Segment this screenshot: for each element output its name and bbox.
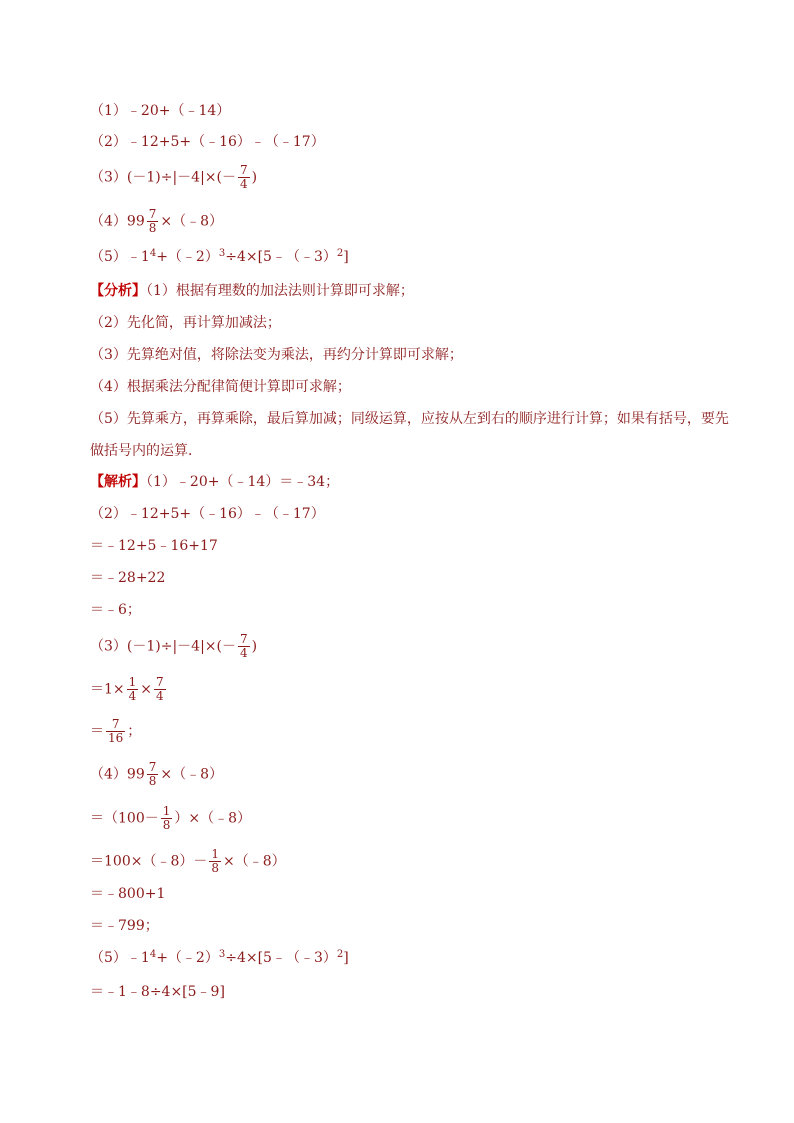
problem-1: （1）﹣20+（﹣14） [90,103,231,119]
analysis-line-1: 【分析】（1）根据有理数的加法法则计算即可求解； [90,283,414,299]
problem-3: （3）(－1)÷|－4|×(－ $\frac{7}{4}$ ) [90,163,258,191]
solution-3-step-1: ＝1× $\frac{1}{4}$ × $\frac{7}{4}$ [90,675,164,703]
fraction: $\frac{7}{4}$ [240,632,248,660]
analysis-line-2: （2）先化简，再计算加减法； [90,315,281,331]
fraction: $\frac{1}{8}$ [211,847,219,875]
fraction: $\frac{7}{16}$ [108,717,124,745]
problem-2: （2）﹣12+5+（﹣16）﹣（﹣17） [90,134,325,150]
solution-2-step-1: ＝﹣12+5﹣16+17 [90,538,218,554]
fraction: $\frac{1}{4}$ [128,675,137,703]
problem-5: $(5)﹣1^4+(﹣2)^3\div 4\times[5﹣(﹣3)^2]$ [90,248,349,265]
solution-3-step-2: ＝ $\frac{7}{16}$ ； [90,717,142,745]
solution-5-problem: $(5)﹣1^4+(﹣2)^3\div 4\times[5﹣(﹣3)^2]$ [90,949,349,966]
solution-4-step-1: ＝（100－ $\frac{1}{8}$ ）×（﹣8） [90,804,252,832]
analysis-line-5: （5）先算乘方，再算乘除，最后算加减；同级运算，应按从左到右的顺序进行计算；如果有括号，要先 [90,411,729,427]
solution-line-1: 【解析】（1）﹣20+（﹣14）＝﹣34； [90,474,340,490]
solution-4-problem: （4）99 $\frac{7}{8}$ ×（﹣8） [90,760,224,788]
solution-2-step-3: ＝﹣6； [90,602,141,618]
fraction: $\frac{7}{4}$ [240,163,248,191]
fraction: $\frac{7}{4}$ [156,675,164,703]
solution-4-step-4: ＝﹣799； [90,918,159,934]
analysis-line-4: （4）根据乘法分配律简便计算即可求解； [90,379,351,395]
solution-5-step-1: ＝﹣1﹣8÷4×[5﹣9] [90,984,225,1000]
analysis-line-6: 做括号内的运算． [90,443,202,459]
fraction: $\frac{7}{8}$ [148,760,157,788]
solution-3-problem: （3）(－1)÷|－4|×(－ $\frac{7}{4}$ ) [90,632,258,660]
solution-2-step-2: ＝﹣28+22 [90,570,166,586]
fraction: $\frac{7}{8}$ [148,207,157,235]
solution-4-step-2: ＝100×（﹣8）－ $\frac{1}{8}$ ×（﹣8） [90,847,286,875]
analysis-tag: 【分析】 [90,283,146,299]
fraction: $\frac{1}{8}$ [162,804,171,832]
problem-4: （4）99 $\frac{7}{8}$ ×（﹣8） [90,207,224,235]
solution-tag: 【解析】 [90,474,146,490]
analysis-line-3: （3）先算绝对值，将除法变为乘法，再约分计算即可求解； [90,347,463,363]
solution-2-problem: （2）﹣12+5+（﹣16）﹣（﹣17） [90,506,325,522]
solution-4-step-3: ＝﹣800+1 [90,886,166,902]
